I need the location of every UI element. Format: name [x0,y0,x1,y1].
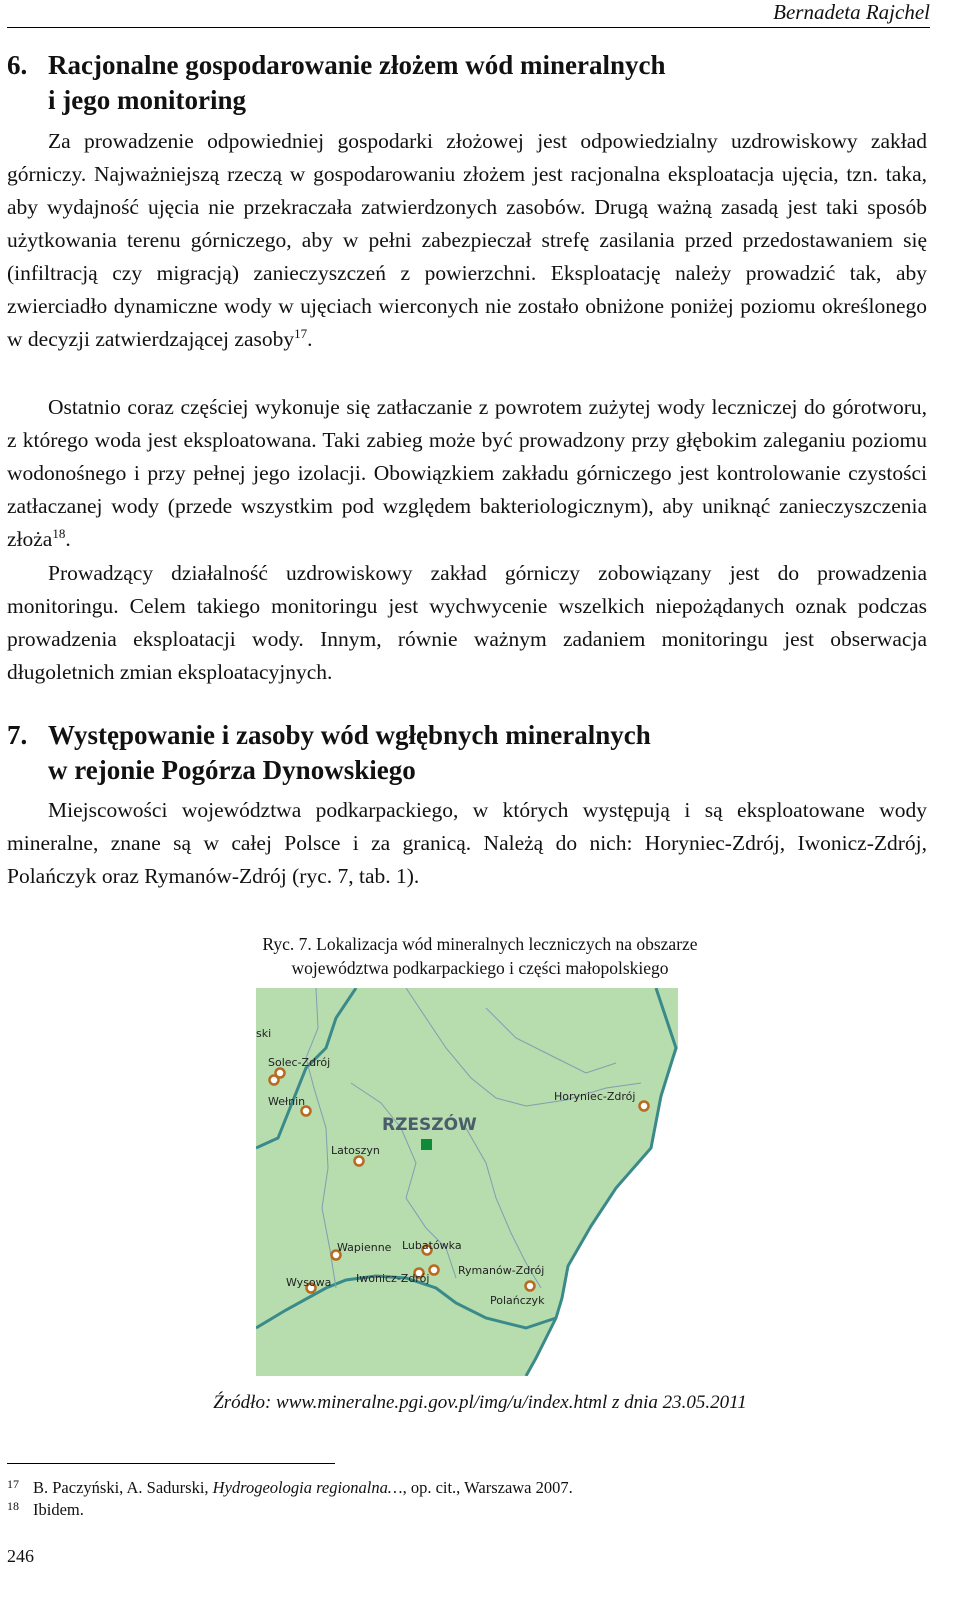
section-6-heading [7,48,927,118]
header-rule [7,27,930,28]
map-label-polanczyk: Polańczyk [490,1294,545,1307]
footnote-ref-17[interactable]: 17 [294,326,308,341]
paragraph-end: . [65,527,71,551]
map-figure [256,988,678,1376]
map-label-rzeszow: RZESZÓW [382,1115,477,1135]
figure-source: Źródło: www.mineralne.pgi.gov.pl/img/u/index.html z dnia 23.05.2011 [213,1392,747,1413]
rzeszow-capital-marker [421,1139,432,1150]
map-label-wysowa: Wysowa [286,1276,332,1289]
section-7-paragraph-1: Miejscowości województwa podkarpackiego, w których występują i są eksploatowane wody mineralne, znane są w całej Polsce i za granicą. Należą do nich: Horyniec-Zdrój, Iwonicz-Zdrój, Polańczyk oraz Rymanów-Zdrój (ryc. 7, tab. 1). [7,798,927,888]
footnote-text: Ibidem. [33,1500,84,1519]
running-head: Bernadeta Rajchel [773,0,930,24]
section-7-number: 7. [7,720,28,750]
footnote-number: 18 [7,1499,19,1513]
footnote-number: 17 [7,1477,19,1491]
section-7-heading [7,718,927,788]
map-label-top-left: ski [256,1027,272,1040]
map-label-latoszyn: Latoszyn [331,1144,380,1157]
footnote-text-end: , op. cit., Warszawa 2007. [402,1478,573,1497]
section-6-paragraph-1 [7,125,927,356]
map-label-lubatowka: Lubatówka [402,1239,462,1252]
map-label-iwonicz-zdroj: Iwonicz-Zdrój [356,1272,430,1285]
paragraph-text: Ostatnio coraz częściej wykonuje się zatłaczanie z powrotem zużytej wody leczniczej do górotworu, z którego woda jest eksploatowana. Taki zabieg może być prowadzony przy głębokim zaleganiu poziomu wodonośnego i przy pełnej jego izolacji. Obowiązkiem zakładu górniczego jest kontrolowanie czystości zatłaczanej wody (przede wszystkim pod względem bakteriologicznym), aby uniknąć zanieczyszczenia złoża [7,395,927,551]
map-label-wapienne: Wapienne [337,1241,392,1254]
footnote-ref-18[interactable]: 18 [52,526,66,541]
caption-line-2: województwa podkarpackiego i części małopolskiego [291,958,669,978]
map-label-welnin: Wełnin [268,1095,306,1108]
marker-solec-zdroj-2 [270,1076,279,1085]
figure-caption [0,932,960,980]
marker-rymanow-zdroj [430,1266,439,1275]
section-6-paragraph-2 [7,391,927,556]
footnote-separator [7,1463,335,1464]
map-label-horyniec-zdroj: Horyniec-Zdrój [554,1090,636,1103]
footnote-text: B. Paczyński, A. Sadurski, [33,1478,213,1497]
paragraph-text: Za prowadzenie odpowiedniej gospodarki złożowej jest odpowiedzialny uzdrowiskowy zakład górniczy. Najważniejszą rzeczą w gospodarowaniu złożem jest racjonalna eksploatacja ujęcia, tzn. taka, aby wydajność ujęcia nie przekraczała zatwierdzonych zasobów. Drugą ważną zasadą jest taki sposób użytkowania terenu górniczego, aby w pełni zabezpieczał strefę zasilania przed przedostawaniem się (infiltracją czy migracją) zanieczyszczeń z powierzchni. Eksploatację należy prowadzić tak, aby zwierciadło dynamiczne wody w ujęciach wierconych nie zostało obniżone poniżej poziomu określonego w decyzji zatwierdzającej zasoby [7,129,927,351]
marker-latoszyn [355,1157,364,1166]
section-6-title-line2: i jego monitoring [48,85,246,115]
footnote-italic-title: Hydrogeologia regionalna… [212,1478,403,1497]
map-label-solec-zdroj: Solec-Zdrój [268,1056,331,1069]
marker-horyniec-zdroj [640,1102,649,1111]
marker-polanczyk [526,1282,535,1291]
footnote-17 [7,1474,573,1498]
section-6-paragraph-3: Prowadzący działalność uzdrowiskowy zakład górniczy zobowiązany jest do prowadzenia monitoringu. Celem takiego monitoringu jest wychwycenie wszelkich niepożądanych oznak podczas prowadzenia eksploatacji wody. Innym, równie ważnym zadaniem monitoringu jest obserwacja długoletnich zmian eksploatacyjnych. [7,561,927,684]
caption-line-1: Ryc. 7. Lokalizacja wód mineralnych leczniczych na obszarze [262,934,698,954]
section-6-number: 6. [7,50,28,80]
footnote-18 [7,1496,84,1520]
section-7-title-line1: Występowanie i zasoby wód wgłębnych mineralnych [48,720,651,750]
map-label-rymanow-zdroj: Rymanów-Zdrój [458,1264,545,1277]
section-6-title-line1: Racjonalne gospodarowanie złożem wód mineralnych [48,50,666,80]
section-7-title-line2: w rejonie Pogórza Dynowskiego [48,755,416,785]
page-number: 246 [7,1546,34,1566]
paragraph-end: . [307,327,313,351]
